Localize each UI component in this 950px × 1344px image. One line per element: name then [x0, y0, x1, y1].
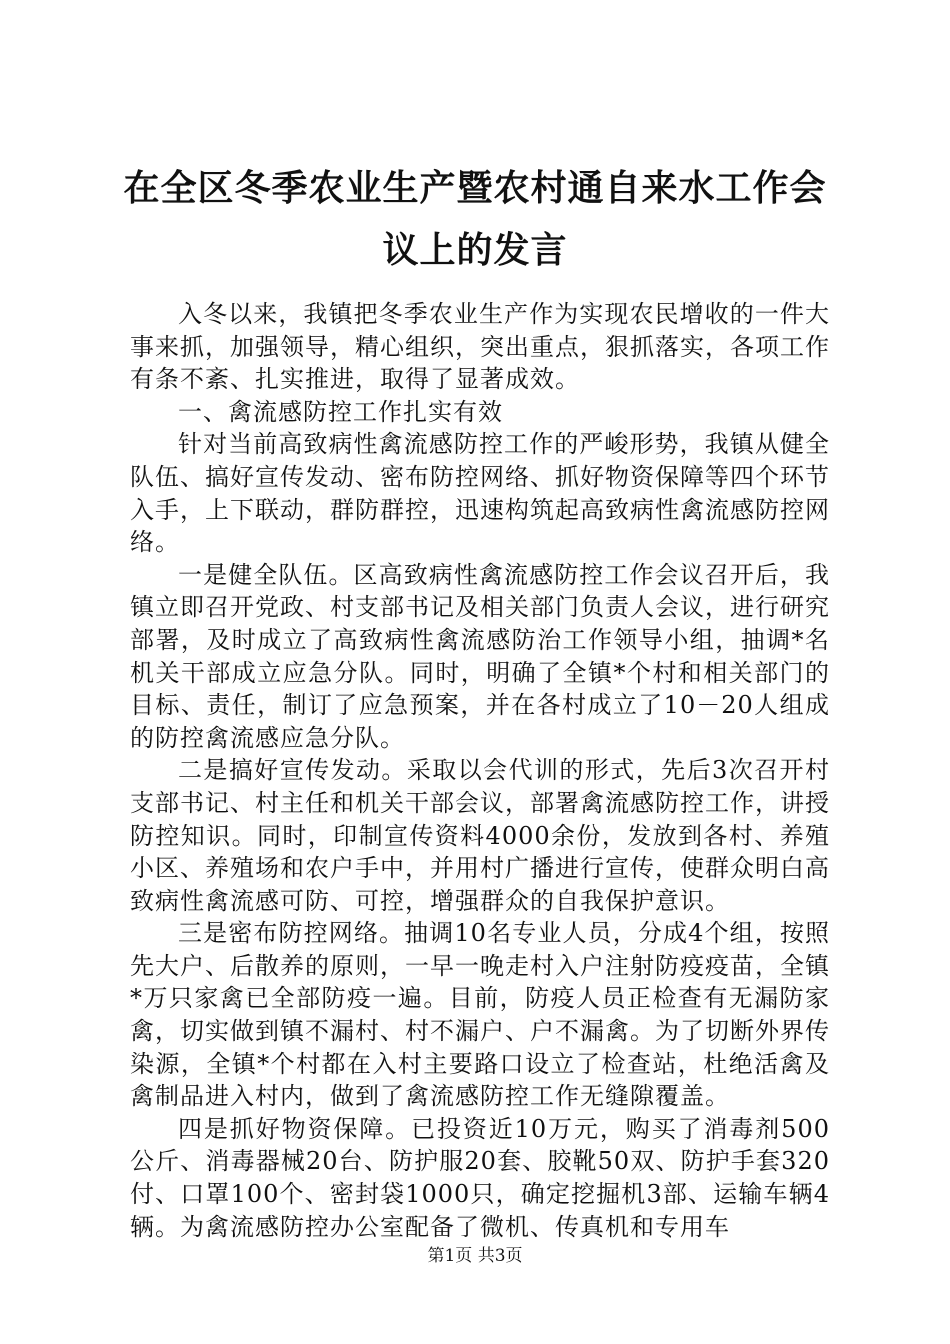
- paragraph-overview: 针对当前高致病性禽流感防控工作的严峻形势，我镇从健全队伍、搞好宣传发动、密布防控网络、抓好物资保障等四个环节入手，上下联动，群防群控，迅速构筑起高致病性禽流感防控网络。: [130, 430, 830, 557]
- document-body: [130, 298, 830, 1243]
- paragraph-publicity: 二是搞好宣传发动。采取以会代训的形式，先后3次召开村支部书记、村主任和机关干部会议，部署禽流感防控工作，讲授防控知识。同时，印制宣传资料4000余份，发放到各村、养殖小区、养殖场和农户手中，并用村广播进行宣传，使群众明白高致病性禽流感可防、可控，增强群众的自我保护意识。: [130, 756, 830, 915]
- paragraph-team: 一是健全队伍。区高致病性禽流感防控工作会议召开后，我镇立即召开党政、村支部书记及相关部门负责人会议，进行研究部署，及时成立了高致病性禽流感防治工作领导小组，抽调*名机关干部成立应急分队。同时，明确了全镇*个村和相关部门的目标、责任，制订了应急预案，并在各村成立了10－20人组成的防控禽流感应急分队。: [130, 560, 830, 752]
- paragraph-network: 三是密布防控网络。抽调10名专业人员，分成4个组，按照先大户、后散养的原则，一早一晚走村入户注射防疫疫苗，全镇*万只家禽已全部防疫一遍。目前，防疫人员正检查有无漏防家禽，切实做到镇不漏村、村不漏户、户不漏禽。为了切断外界传染源，全镇*个村都在入村主要路口设立了检查站，杜绝活禽及禽制品进入村内，做到了禽流感防控工作无缝隙覆盖。: [130, 919, 830, 1111]
- page-number-footer: 第1页 共3页: [427, 1246, 523, 1266]
- document-title: 在全区冬季农业生产暨农村通自来水工作会议上的发言: [123, 168, 827, 271]
- paragraph-intro: 入冬以来，我镇把冬季农业生产作为实现农民增收的一件大事来抓，加强领导，精心组织，突出重点，狠抓落实，各项工作有条不紊、扎实推进，取得了显著成效。: [130, 300, 830, 394]
- paragraph-supplies: 四是抓好物资保障。已投资近10万元，购买了消毒剂500公斤、消毒器械20台、防护服20套、胶靴50双、防护手套320付、口罩100个、密封袋1000只，确定挖掘机3部、运输车辆4辆。为禽流感防控办公室配备了微机、传真机和专用车: [130, 1114, 830, 1241]
- section-heading-1: 一、禽流感防控工作扎实有效: [178, 397, 503, 426]
